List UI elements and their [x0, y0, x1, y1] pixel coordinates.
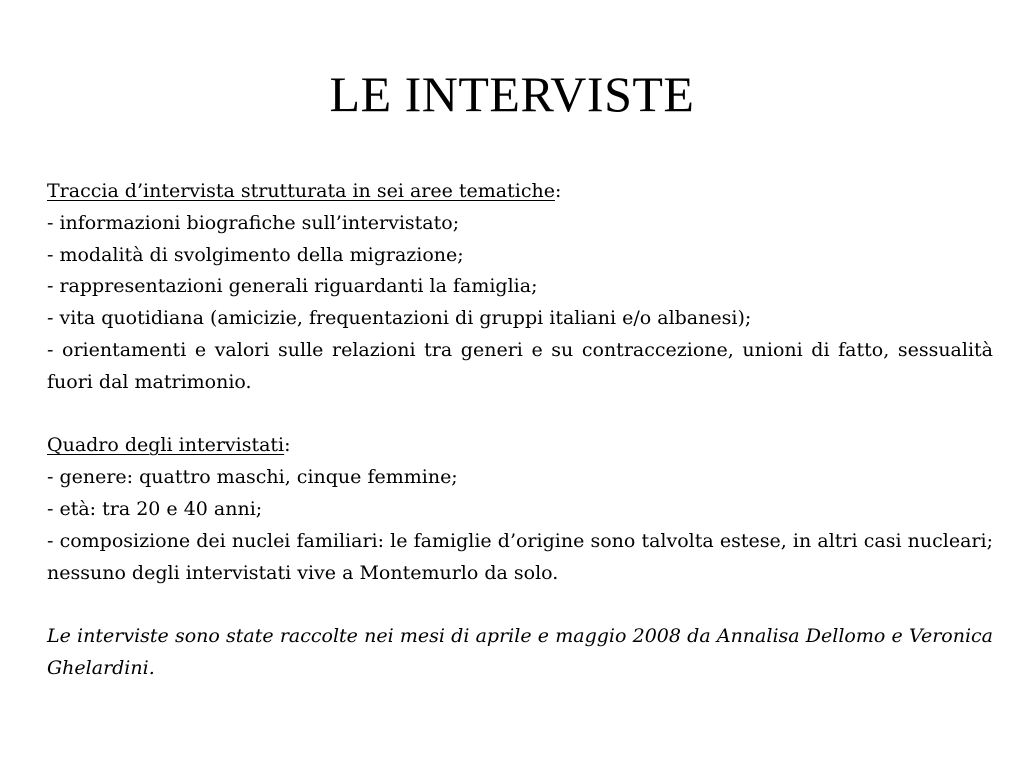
slide-body	[47, 176, 993, 685]
traccia-item-orientamenti: - orientamenti e valori sulle relazioni tra generi e su contraccezione, unioni di fatto, sessualità fuori dal matrimonio.	[47, 338, 993, 393]
traccia-item-migrazione: - modalità di svolgimento della migrazione;	[47, 243, 464, 266]
interview-note: Le interviste sono state raccolte nei mesi di aprile e maggio 2008 da Annalisa Dellomo e Veronica Ghelardini.	[47, 625, 993, 679]
traccia-item-vita-quotidiana: - vita quotidiana (amicizie, frequentazioni di gruppi italiani e/o albanesi);	[47, 307, 752, 330]
section-traccia-heading-colon: :	[554, 180, 562, 202]
section-quadro-heading	[47, 430, 993, 462]
section-traccia-heading-text: Traccia d’intervista strutturata in sei aree tematiche	[47, 180, 555, 202]
section-quadro-heading-colon: :	[284, 434, 291, 457]
section-spacer	[47, 589, 993, 621]
section-quadro-heading-text: Quadro degli intervistati	[47, 434, 285, 457]
section-spacer	[47, 399, 993, 431]
quadro-item-eta: - età: tra 20 e 40 anni;	[47, 497, 263, 520]
traccia-item-biografiche: - informazioni biografiche sull’intervistato;	[47, 211, 460, 234]
section-traccia-heading	[47, 176, 993, 208]
quadro-item-composizione: - composizione dei nuclei familiari: le famiglie d’origine sono talvolta estese, in altri casi nucleari; nessuno degli intervistati vive a Montemurlo da solo.	[47, 529, 993, 584]
traccia-item-famiglia: - rappresentazioni generali riguardanti la famiglia;	[47, 275, 538, 298]
quadro-item-genere: - genere: quattro maschi, cinque femmine;	[47, 466, 458, 489]
slide-title: LE INTERVISTE	[329, 66, 695, 122]
